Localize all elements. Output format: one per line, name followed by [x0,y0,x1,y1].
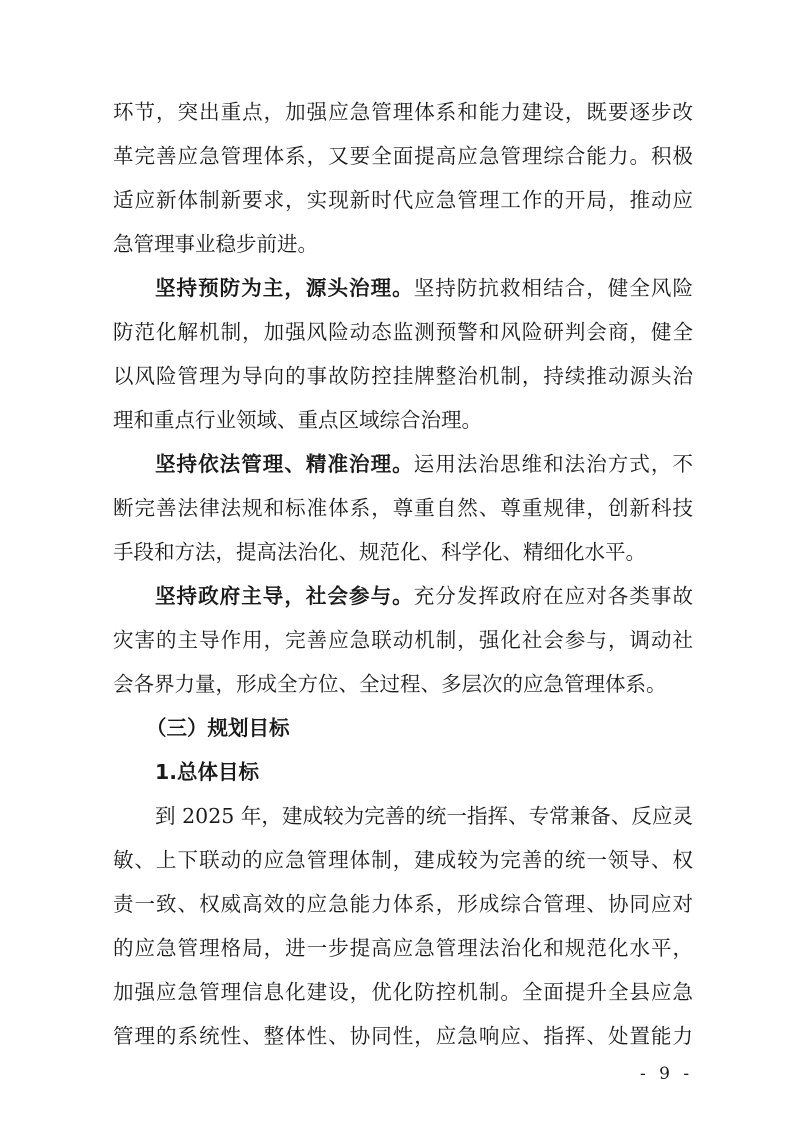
principle-lead: 坚持依法管理、精准治理。 [155,452,414,476]
body-line: 灾害的主导作用，完善应急联动机制，强化社会参与，调动社 [113,628,693,652]
body-text: 运用法治思维和法治方式，不 [413,452,693,476]
principle-lead: 坚持政府主导，社会参与。 [155,584,414,608]
body-line: 革完善应急管理体系，又要全面提高应急管理综合能力。积极 [113,144,693,168]
principle-lead: 坚持预防为主，源头治理。 [155,276,414,300]
body-line: 适应新体制新要求，实现新时代应急管理工作的开局，推动应 [113,188,693,212]
paragraph-first-line: 到 2025 年，建成较为完善的统一指挥、专常兼备、反应灵 [155,804,693,828]
section-heading: （三）规划目标 [146,716,290,740]
body-text: 坚持防抗救相结合，健全风险 [413,276,693,300]
body-line: 敏、上下联动的应急管理体制，建成较为完善的统一领导、权 [113,848,693,872]
paragraph-first-line [155,273,693,303]
body-line: 断完善法律法规和标准体系，尊重自然、尊重规律，创新科技 [113,496,693,520]
body-line: 理和重点行业领域、重点区域综合治理。 [113,408,482,432]
body-text: 充分发挥政府在应对各类事故 [413,584,693,608]
body-line: 以风险管理为导向的事故防控挂牌整治机制，持续推动源头治 [113,364,693,388]
paragraph-first-line [155,581,693,611]
body-line: 管理的系统性、整体性、协同性，应急响应、指挥、处置能力 [113,1024,693,1048]
body-line: 的应急管理格局，进一步提高应急管理法治化和规范化水平， [113,936,693,960]
body-line: 急管理事业稳步前进。 [113,232,318,256]
paragraph-first-line [155,449,693,479]
body-line: 加强应急管理信息化建设，优化防控机制。全面提升全县应急 [113,980,693,1004]
subsection-heading: 1.总体目标 [155,760,260,784]
page-number: - 9 - [640,1064,694,1084]
body-line: 会各界力量，形成全方位、全过程、多层次的应急管理体系。 [113,672,667,696]
body-line: 防范化解机制，加强风险动态监测预警和风险研判会商，健全 [113,320,693,344]
body-line: 责一致、权威高效的应急能力体系，形成综合管理、协同应对 [113,892,693,916]
body-line: 环节，突出重点，加强应急管理体系和能力建设，既要逐步改 [113,100,693,124]
body-line: 手段和方法，提高法治化、规范化、科学化、精细化水平。 [113,540,646,564]
